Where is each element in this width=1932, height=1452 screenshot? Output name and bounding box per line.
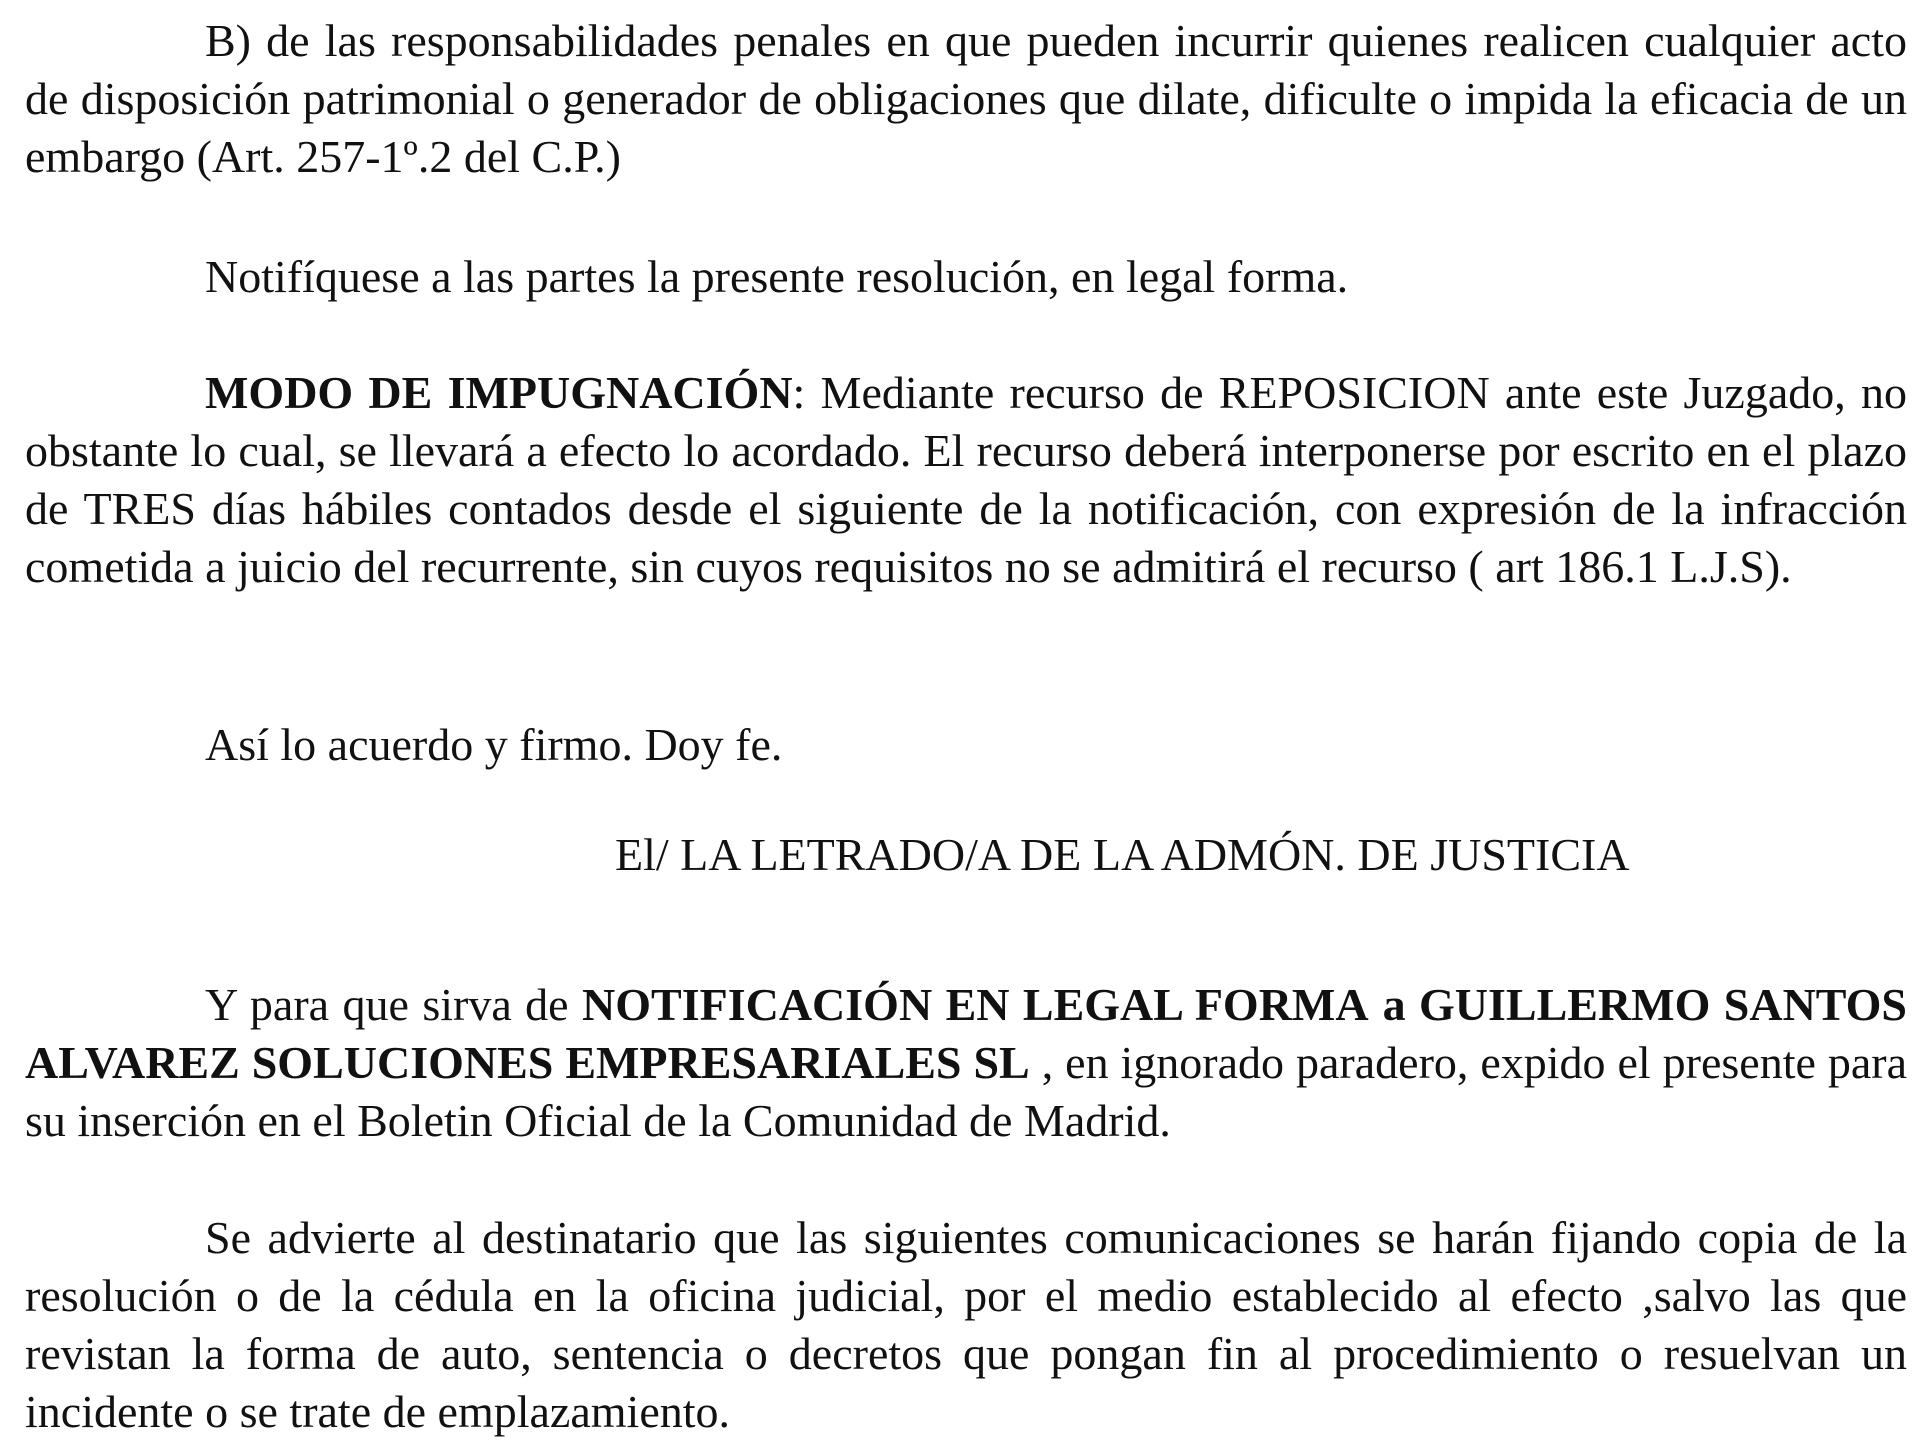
notification-title: NOTIFICACIÓN EN LEGAL FORMA — [582, 979, 1369, 1030]
paragraph-recipient-warning: Se advierte al destinatario que las siguientes comunicaciones se harán fijando copia de la resolución o de la cédula en la oficina judicial, por el medio establecido al efecto ,salvo las que revistan la forma de auto, sentencia o decretos que pongan fin al procedimiento o resuelvan un incidente o se trate de emplazamiento. — [25, 1212, 1907, 1437]
notification-lead: Y para que sirva de — [205, 979, 583, 1030]
paragraph-agreement-statement: Así lo acuerdo y firmo. Doy fe. — [205, 719, 783, 770]
signature-line: El/ LA LETRADO/A DE LA ADMÓN. DE JUSTICIA — [615, 829, 1630, 880]
paragraph-notification-order: Notifíquese a las partes la presente resolución, en legal forma. — [205, 251, 1349, 302]
paragraph-legal-notification — [25, 976, 1907, 1150]
document-page — [25, 0, 1907, 1452]
paragraph-penal-responsibilities: B) de las responsabilidades penales en que pueden incurrir quienes realicen cualquier acto de disposición patrimonial o generador de obligaciones que dilate, dificulte o impida la eficacia de un embargo (Art. 257-1º.2 del C.P.) — [25, 15, 1907, 182]
appeal-mode-heading: MODO DE IMPUGNACIÓN — [205, 367, 793, 418]
notification-tail: , en ignorado paradero, expido el presente para su inserción en el Boletin Oficial de la Comunidad de Madrid. — [25, 1037, 1908, 1146]
paragraph-appeal-mode — [25, 364, 1907, 596]
notification-recipient: a GUILLERMO SANTOS ALVAREZ SOLUCIONES EMPRESARIALES SL — [25, 979, 1907, 1088]
appeal-mode-text: : Mediante recurso de REPOSICION ante este Juzgado, no obstante lo cual, se llevará a efecto lo acordado. El recurso deberá interponerse por escrito en el plazo de TRES días hábiles contados desde el siguiente de la notificación, con expresión de la infracción cometida a juicio del recurrente, sin cuyos requisitos no se admitirá el recurso ( art 186.1 L.J.S). — [25, 367, 1907, 592]
